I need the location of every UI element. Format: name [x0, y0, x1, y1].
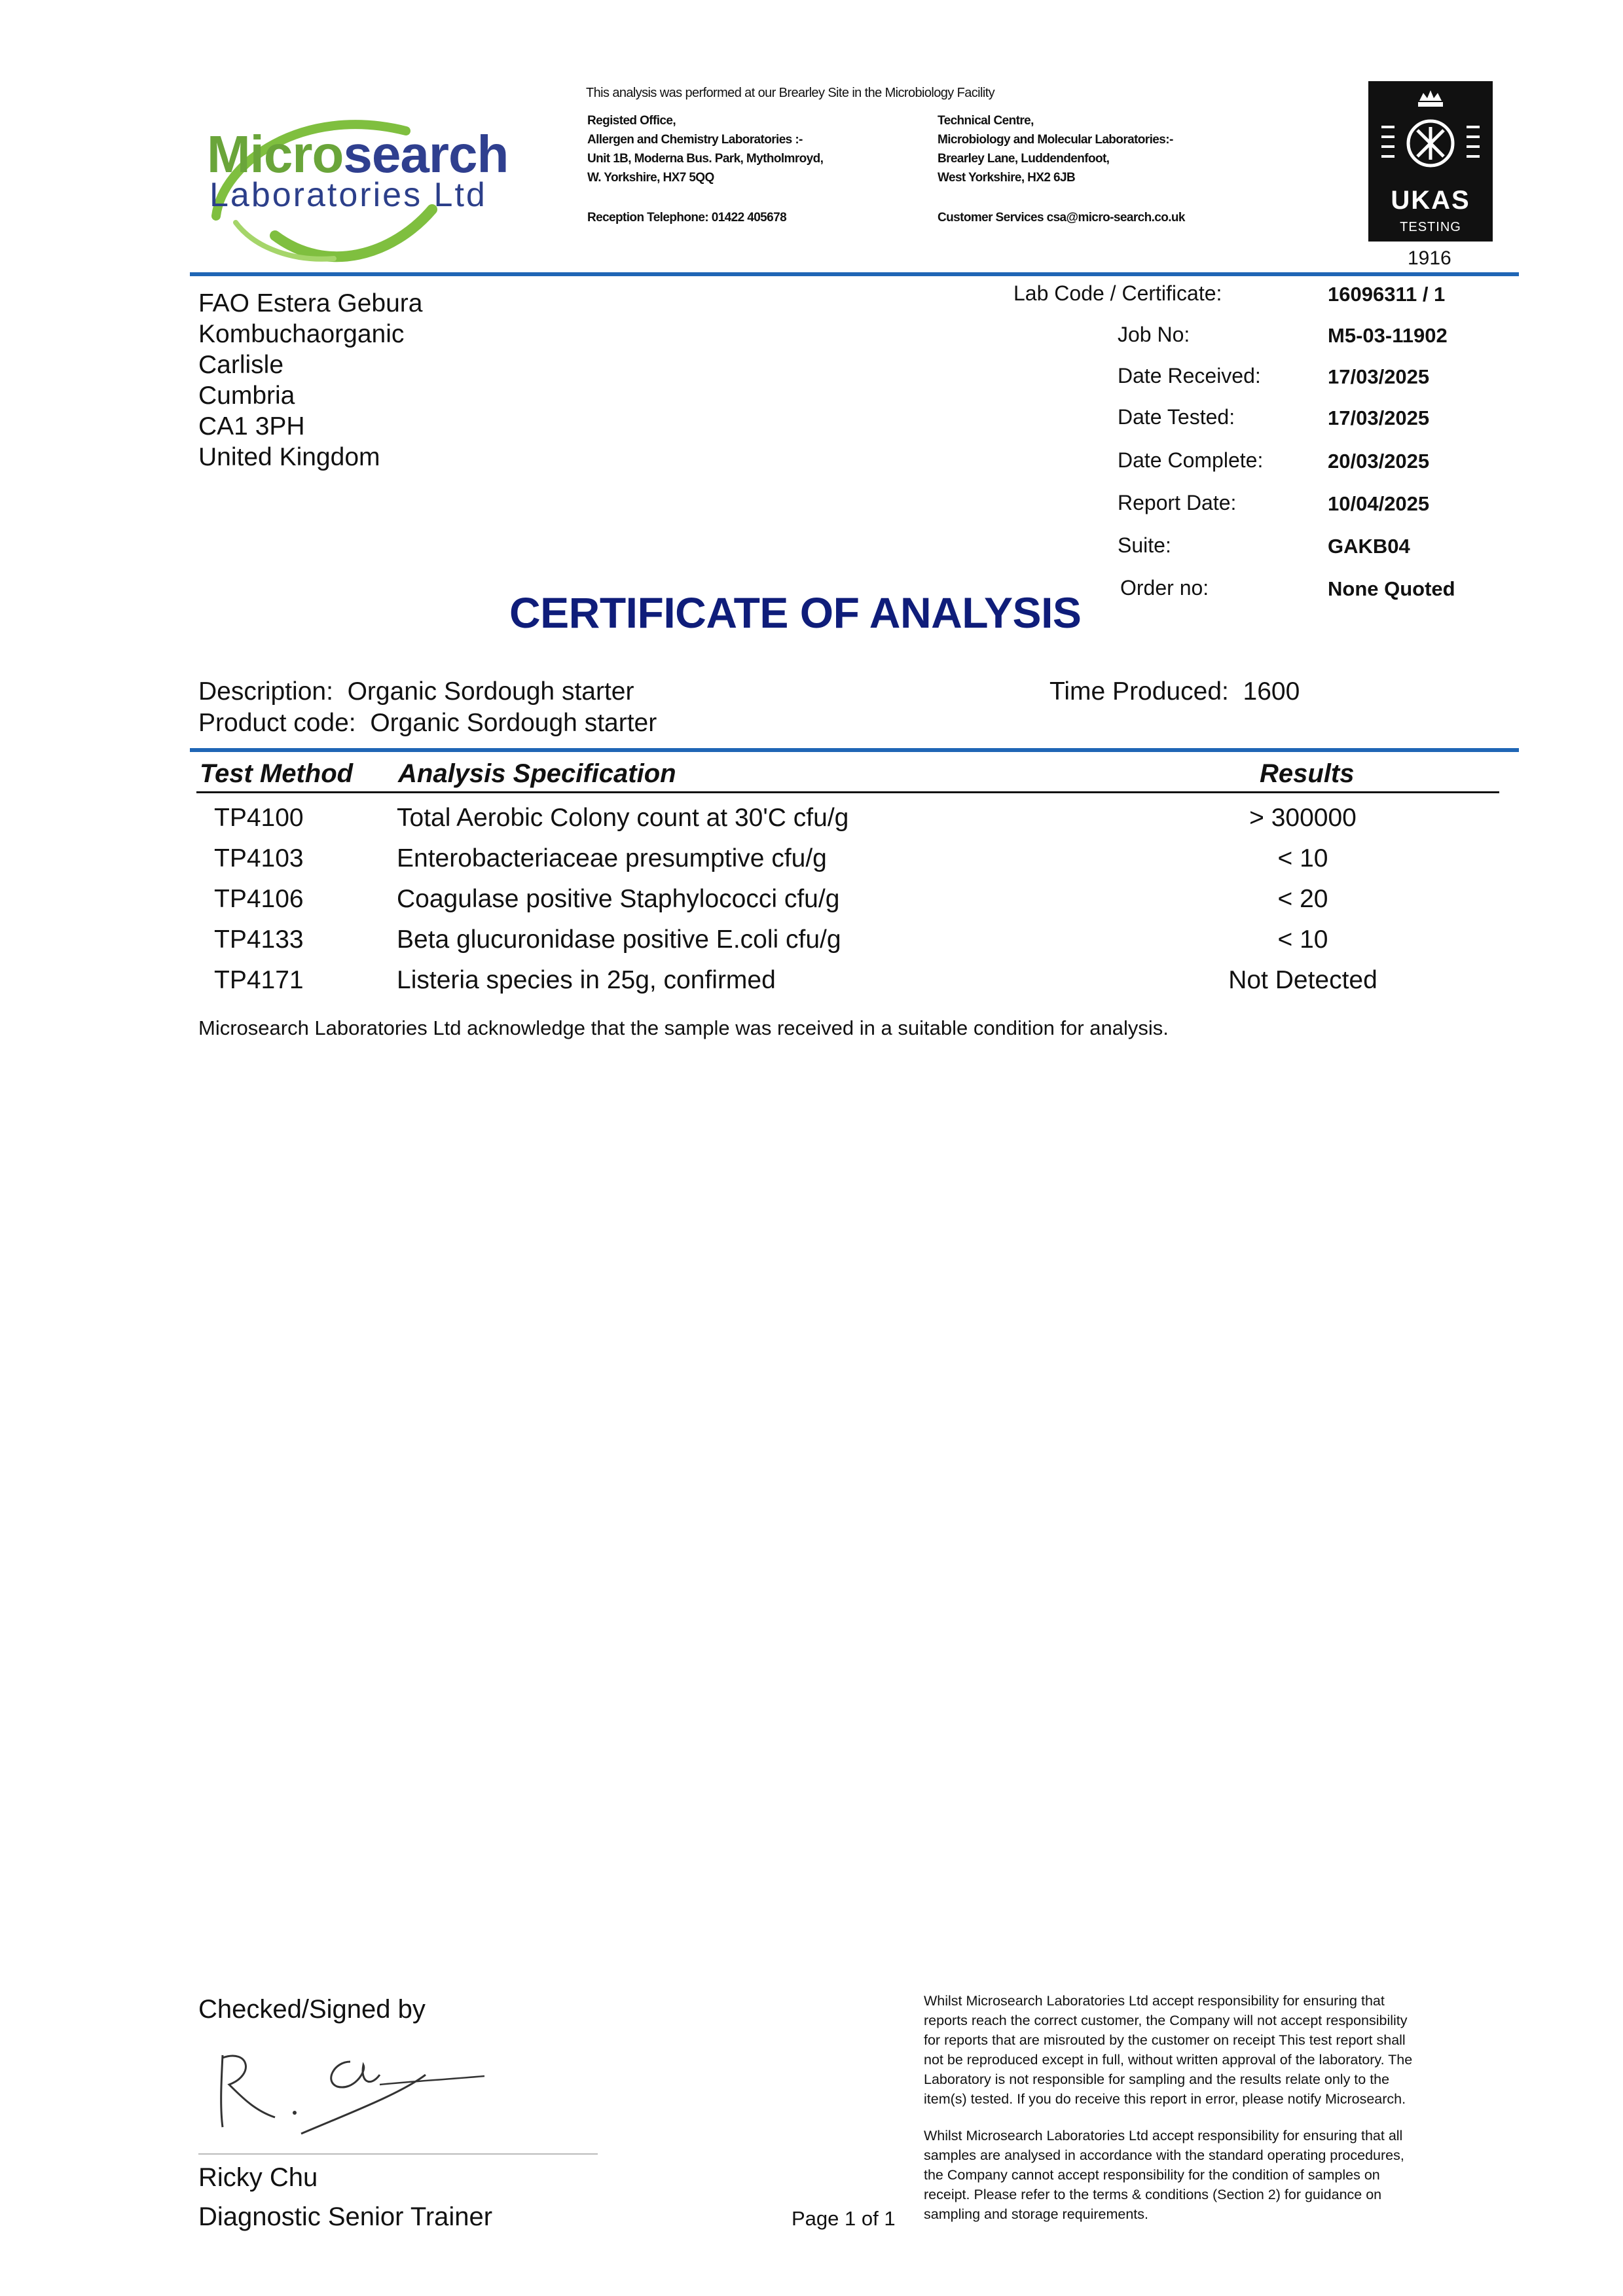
- meta-value-date-received: 17/03/2025: [1328, 365, 1430, 388]
- signature-rule: [198, 2153, 598, 2155]
- meta-value-report-date: 10/04/2025: [1328, 492, 1430, 515]
- meta-label-order-no: Order no:: [1120, 576, 1209, 600]
- ukas-badge: [1368, 81, 1493, 242]
- product-code-line: Product code: Organic Sordough starter: [198, 709, 657, 737]
- meta-value-suite: GAKB04: [1328, 535, 1410, 558]
- row-1-method: TP4100: [214, 804, 304, 832]
- row-5-method: TP4171: [214, 966, 304, 994]
- acknowledgement-note: Microsearch Laboratories Ltd acknowledge that the sample was received in a suitable condition for analysis.: [198, 1016, 1169, 1039]
- row-4-method: TP4133: [214, 925, 304, 954]
- reception-phone: Reception Telephone: 01422 405678: [587, 211, 787, 224]
- description-line: Description: Organic Sordough starter: [198, 677, 634, 706]
- table-header-rule: [196, 791, 1499, 793]
- row-4-result: < 10: [1277, 925, 1328, 954]
- registered-office: Registed Office, Allergen and Chemistry Laboratories :- Unit 1B, Moderna Bus. Park, Mytholmroyd, W. Yorkshire, HX7 5QQ: [587, 114, 824, 185]
- row-5-result: Not Detected: [1228, 966, 1377, 994]
- meta-label-date-tested: Date Tested:: [1118, 405, 1235, 429]
- meta-value-job-no: M5-03-11902: [1328, 324, 1448, 347]
- signer-name: Ricky Chu: [198, 2163, 318, 2192]
- row-5-spec: Listeria species in 25g, confirmed: [397, 966, 776, 994]
- meta-label-suite: Suite:: [1118, 533, 1171, 557]
- ukas-label: UKAS: [1391, 186, 1470, 215]
- row-2-result: < 10: [1277, 844, 1328, 872]
- time-produced: Time Produced: 1600: [1049, 677, 1300, 706]
- disclaimer-samples: Whilst Microsearch Laboratories Ltd accept responsibility for ensuring that all samples are analysed in accordance with the standard operating procedures, the Company cannot accept responsibility for the condition of samples on receipt. Please refer to the terms & conditions (Section 2) for guidance on sampling and storage requirements.: [924, 2128, 1404, 2222]
- row-2-spec: Enterobacteriaceae presumptive cfu/g: [397, 844, 827, 872]
- table-top-divider: [190, 748, 1519, 752]
- row-3-result: < 20: [1277, 885, 1328, 913]
- signature: [203, 2036, 504, 2147]
- row-4-spec: Beta glucuronidase positive E.coli cfu/g: [397, 925, 841, 954]
- logo-subtitle: Laboratories Ltd: [210, 176, 487, 214]
- ukas-number: 1916: [1408, 247, 1451, 269]
- signature-icon: [203, 2036, 504, 2147]
- row-2-method: TP4103: [214, 844, 304, 872]
- column-header-test-method: Test Method: [200, 759, 354, 788]
- column-header-results: Results: [1260, 759, 1355, 788]
- row-3-method: TP4106: [214, 885, 304, 913]
- row-1-spec: Total Aerobic Colony count at 30'C cfu/g: [397, 804, 849, 832]
- logo-wordmark: Microsearch: [207, 125, 509, 183]
- crown-emblem-icon: [1368, 81, 1493, 179]
- meta-label-report-date: Report Date:: [1118, 491, 1237, 514]
- disclaimer-reports: Whilst Microsearch Laboratories Ltd accept responsibility for ensuring that reports reach the correct customer, the Company will not accept responsibility for reports that are misrouted by the customer on receipt This test report shall not be reproduced except in full, without written approval of the laboratory. The Laboratory is not responsible for sampling and the results relate only to the item(s) tested. If you do receive this report in error, please notify Microsearch.: [924, 1993, 1413, 2107]
- site-note: This analysis was performed at our Brearley Site in the Microbiology Facility: [586, 86, 995, 100]
- ukas-sub: TESTING: [1400, 220, 1461, 234]
- meta-value-date-tested: 17/03/2025: [1328, 406, 1430, 429]
- meta-label-lab-code: Lab Code / Certificate:: [1013, 281, 1222, 305]
- logo: [196, 85, 511, 268]
- checked-signed-label: Checked/Signed by: [198, 1995, 426, 2024]
- meta-value-lab-code: 16096311 / 1: [1328, 283, 1446, 306]
- customer-services: Customer Services csa@micro-search.co.uk: [938, 211, 1185, 224]
- meta-value-date-complete: 20/03/2025: [1328, 450, 1430, 473]
- meta-label-job-no: Job No:: [1118, 323, 1190, 346]
- customer-address: FAO Estera Gebura Kombuchaorganic Carlisle Cumbria CA1 3PH United Kingdom: [198, 289, 423, 471]
- page-title: CERTIFICATE OF ANALYSIS: [509, 588, 1082, 637]
- meta-value-order-no: None Quoted: [1328, 577, 1455, 600]
- meta-label-date-complete: Date Complete:: [1118, 448, 1264, 472]
- row-3-spec: Coagulase positive Staphylococci cfu/g: [397, 885, 840, 913]
- row-1-result: > 300000: [1249, 804, 1357, 832]
- technical-centre: Technical Centre, Microbiology and Molecular Laboratories:- Brearley Lane, Luddendenfoot, West Yorkshire, HX2 6JB: [938, 114, 1173, 185]
- signer-title: Diagnostic Senior Trainer: [198, 2202, 493, 2231]
- header-divider: [190, 272, 1519, 276]
- column-header-analysis-spec: Analysis Specification: [398, 759, 676, 788]
- meta-label-date-received: Date Received:: [1118, 364, 1261, 387]
- page-number: Page 1 of 1: [792, 2207, 896, 2230]
